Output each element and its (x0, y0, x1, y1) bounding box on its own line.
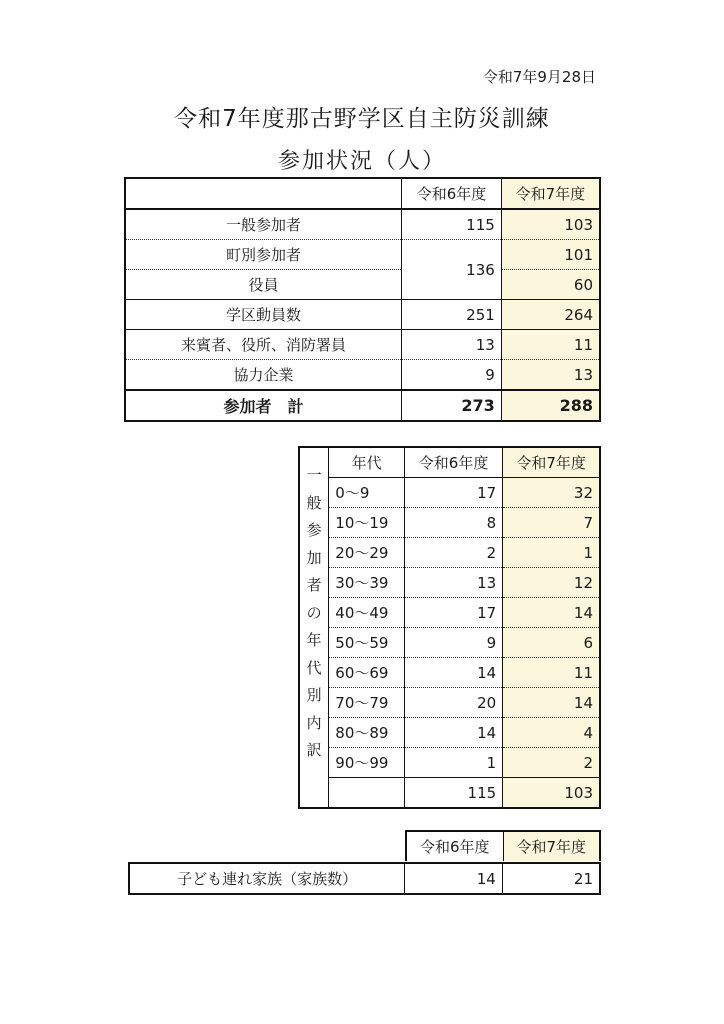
table-row (125, 300, 600, 330)
participation-summary-table (124, 177, 601, 422)
table-row (299, 598, 600, 628)
age-range: 90～99 (329, 748, 405, 778)
total-row (299, 778, 600, 809)
table-row (125, 270, 600, 300)
value-r6: 14 (405, 863, 503, 894)
value-r6: 8 (404, 508, 502, 538)
table-row (299, 538, 600, 568)
age-range: 20～29 (329, 538, 405, 568)
table-row (129, 863, 600, 894)
value-r6: 9 (404, 628, 502, 658)
table-row (125, 240, 600, 270)
header-age: 年代 (329, 447, 405, 478)
value-r7: 264 (501, 300, 600, 330)
table-header-row (125, 178, 600, 209)
table-row (125, 330, 600, 360)
row-label: 子ども連れ家族（家族数） (129, 863, 405, 894)
age-range: 10～19 (329, 508, 405, 538)
value-r6: 1 (404, 748, 502, 778)
value-r6: 17 (404, 598, 502, 628)
value-r7: 101 (501, 240, 600, 270)
total-label: 参加者 計 (125, 390, 402, 421)
total-r6: 115 (404, 778, 502, 809)
family-table (128, 862, 601, 895)
value-r7: 7 (503, 508, 600, 538)
age-range: 30～39 (329, 568, 405, 598)
header-r6: 令和6年度 (406, 831, 503, 861)
row-label: 一般参加者 (125, 209, 402, 240)
row-label: 役員 (125, 270, 402, 300)
total-age-blank (329, 778, 405, 809)
age-range: 40～49 (329, 598, 405, 628)
total-r7: 288 (501, 390, 600, 421)
age-range: 0～9 (329, 478, 405, 508)
total-row (125, 390, 600, 421)
value-r7: 11 (503, 658, 600, 688)
value-r6: 17 (404, 478, 502, 508)
value-r7: 14 (503, 688, 600, 718)
value-r7: 1 (503, 538, 600, 568)
header-r7: 令和7年度 (501, 178, 600, 209)
header-r7: 令和7年度 (503, 831, 600, 861)
value-r7: 14 (503, 598, 600, 628)
value-r7: 32 (503, 478, 600, 508)
row-label: 町別参加者 (125, 240, 402, 270)
table-header-row (299, 447, 600, 478)
value-r7: 13 (501, 360, 600, 391)
family-table-header (405, 830, 601, 861)
age-range: 50～59 (329, 628, 405, 658)
table-row (299, 568, 600, 598)
header-r6: 令和6年度 (404, 447, 502, 478)
table-row (125, 209, 600, 240)
value-r6: 13 (402, 330, 502, 360)
age-breakdown-table (298, 446, 601, 809)
age-range: 70～79 (329, 688, 405, 718)
value-r6: 2 (404, 538, 502, 568)
value-r7: 6 (503, 628, 600, 658)
row-label: 来賓者、役所、消防署員 (125, 330, 402, 360)
table-row (299, 508, 600, 538)
header-r6: 令和6年度 (402, 178, 502, 209)
value-r7: 2 (503, 748, 600, 778)
table-row (299, 688, 600, 718)
value-r6: 20 (404, 688, 502, 718)
row-label: 学区動員数 (125, 300, 402, 330)
value-r7: 4 (503, 718, 600, 748)
value-r7: 11 (501, 330, 600, 360)
value-r7: 60 (501, 270, 600, 300)
vertical-side-label: 一般参加者の年代別内訳 (306, 466, 322, 759)
table-row (299, 658, 600, 688)
value-r6: 251 (402, 300, 502, 330)
table-row (125, 360, 600, 391)
header-r7: 令和7年度 (503, 447, 600, 478)
total-r7: 103 (503, 778, 600, 809)
age-range: 60～69 (329, 658, 405, 688)
value-r7: 21 (573, 869, 593, 888)
age-range: 80～89 (329, 718, 405, 748)
value-r6: 115 (402, 209, 502, 240)
table-row (299, 628, 600, 658)
value-r7: 12 (503, 568, 600, 598)
document-title: 令和7年度那古野学区自主防災訓練 (174, 106, 550, 132)
value-r6-merged: 136 (402, 240, 502, 300)
value-r6: 9 (402, 360, 502, 391)
table-row (299, 478, 600, 508)
value-r7: 103 (501, 209, 600, 240)
header-blank-cell (125, 178, 402, 209)
value-r6: 13 (404, 568, 502, 598)
value-r6: 14 (404, 718, 502, 748)
total-r6: 273 (402, 390, 502, 421)
table-row (299, 718, 600, 748)
table-header-row (406, 831, 600, 861)
document-date: 令和7年9月28日 (482, 68, 596, 86)
table-row (299, 748, 600, 778)
value-r6: 14 (404, 658, 502, 688)
row-label: 協力企業 (125, 360, 402, 391)
vertical-side-label-cell (299, 447, 329, 808)
document-subtitle: 参加状況（人） (277, 149, 446, 174)
